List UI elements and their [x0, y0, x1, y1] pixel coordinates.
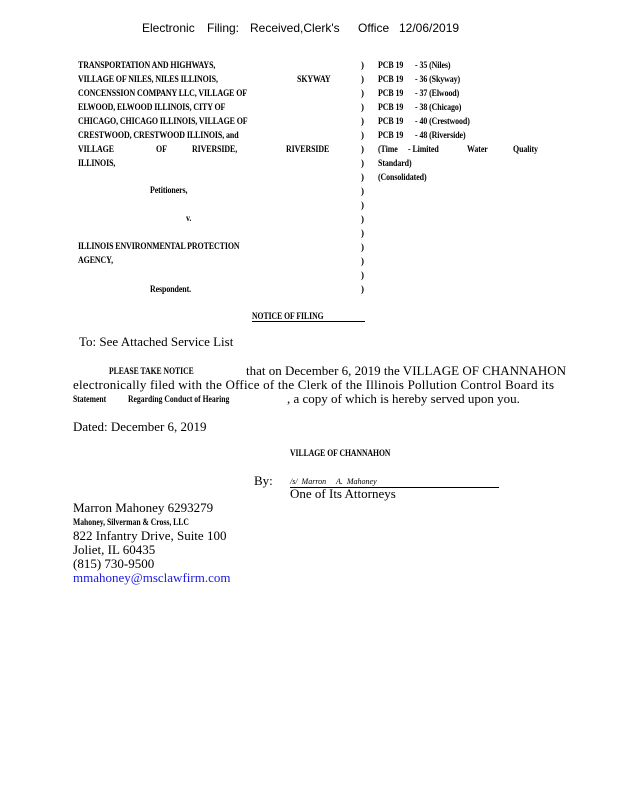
- case-number: - 37 (Elwood): [415, 88, 460, 98]
- case-number: - 35 (Niles): [415, 60, 451, 70]
- header-date: 12/06/2019: [399, 21, 460, 35]
- signature: /s/ Marron A. Mahoney: [290, 477, 377, 486]
- header-electronic: Electronic: [142, 21, 195, 35]
- case-pcb: PCB 19: [378, 74, 404, 84]
- respondent-line: ILLINOIS ENVIRONMENTAL PROTECTION: [78, 241, 240, 251]
- caption-paren: ): [361, 130, 364, 140]
- caption-paren: ): [361, 88, 364, 98]
- standard: Standard): [378, 158, 412, 168]
- notice-title: NOTICE OF FILING: [252, 311, 324, 321]
- respondent-label: Respondent.: [150, 284, 192, 294]
- caption-line: CONCENSSION COMPANY LLC, VILLAGE OF: [78, 88, 248, 98]
- tlwqs-2: - Limited: [408, 144, 439, 154]
- case-number: - 40 (Crestwood): [415, 116, 470, 126]
- caption-skyway: SKYWAY: [297, 74, 331, 84]
- attorney-email-link[interactable]: mmahoney@msclawfirm.com: [73, 570, 231, 585]
- caption-line: VILLAGE OF NILES, NILES ILLINOIS,: [78, 74, 218, 84]
- dated: Dated: December 6, 2019: [73, 419, 207, 434]
- tlwqs-4: Quality: [513, 144, 538, 154]
- case-number: - 38 (Chicago): [415, 102, 462, 112]
- versus: v.: [186, 213, 192, 223]
- caption-paren: ): [361, 60, 364, 70]
- caption-paren: ): [361, 172, 364, 182]
- caption-line: CHICAGO, CHICAGO ILLINOIS, VILLAGE OF: [78, 116, 248, 126]
- case-pcb: PCB 19: [378, 116, 404, 126]
- attorney-phone: (815) 730-9500: [73, 556, 155, 571]
- title-underline: [252, 321, 365, 322]
- caption-of: OF: [156, 144, 167, 154]
- regarding-conduct: Regarding Conduct of Hearing: [128, 394, 230, 404]
- caption-paren: ): [361, 214, 364, 224]
- caption-paren: ): [361, 270, 364, 280]
- caption-riverside: RIVERSIDE,: [192, 144, 238, 154]
- caption-line: TRANSPORTATION AND HIGHWAYS,: [78, 60, 216, 70]
- caption-paren: ): [361, 144, 364, 154]
- petitioners-label: Petitioners,: [150, 185, 188, 195]
- tlwqs-3: Water: [467, 144, 488, 154]
- respondent-line: AGENCY,: [78, 255, 113, 265]
- case-pcb: PCB 19: [378, 130, 404, 140]
- caption-line: ELWOOD, ELWOOD ILLINOIS, CITY OF: [78, 102, 226, 112]
- notice-line-1: that on December 6, 2019 the VILLAGE OF CHANNAHON: [246, 363, 567, 378]
- caption-paren: ): [361, 158, 364, 168]
- consolidated: (Consolidated): [378, 172, 427, 182]
- case-number: - 36 (Skyway): [415, 74, 461, 84]
- header-received: Received,Clerk's: [250, 21, 340, 35]
- please-take-notice: PLEASE TAKE NOTICE: [109, 366, 194, 376]
- one-of-its-attorneys: One of Its Attorneys: [290, 486, 396, 501]
- caption-paren: ): [361, 256, 364, 266]
- caption-paren: ): [361, 200, 364, 210]
- attorney-name: Marron Mahoney 6293279: [73, 500, 214, 515]
- attorney-firm: Mahoney, Silverman & Cross, LLC: [73, 517, 189, 527]
- statement: Statement: [73, 394, 107, 404]
- caption-paren: ): [361, 102, 364, 112]
- caption-riverside-2: RIVERSIDE: [286, 144, 330, 154]
- caption-line: ILLINOIS,: [78, 158, 116, 168]
- attorney-address-2: Joliet, IL 60435: [73, 542, 156, 557]
- case-pcb: PCB 19: [378, 88, 404, 98]
- case-pcb: PCB 19: [378, 102, 404, 112]
- village-of-channahon: VILLAGE OF CHANNAHON: [290, 448, 391, 458]
- notice-line-2: electronically filed with the Office of the Clerk of the Illinois Pollution Control Board its: [73, 377, 555, 392]
- caption-village: VILLAGE: [78, 144, 114, 154]
- by-label: By:: [254, 473, 273, 488]
- header-office: Office: [358, 21, 390, 35]
- caption-paren: ): [361, 284, 364, 294]
- case-number: - 48 (Riverside): [415, 130, 466, 140]
- caption-paren: ): [361, 74, 364, 84]
- caption-paren: ): [361, 228, 364, 238]
- caption-line: CRESTWOOD, CRESTWOOD ILLINOIS, and: [78, 130, 239, 140]
- caption-paren: ): [361, 186, 364, 196]
- tlwqs-1: (Time: [378, 144, 398, 154]
- caption-paren: ): [361, 242, 364, 252]
- attorney-address-1: 822 Infantry Drive, Suite 100: [73, 528, 227, 543]
- header-filing: Filing:: [207, 21, 240, 35]
- notice-line-3: , a copy of which is hereby served upon you.: [287, 391, 520, 406]
- to-line: To: See Attached Service List: [79, 334, 234, 349]
- case-pcb: PCB 19: [378, 60, 404, 70]
- caption-paren: ): [361, 116, 364, 126]
